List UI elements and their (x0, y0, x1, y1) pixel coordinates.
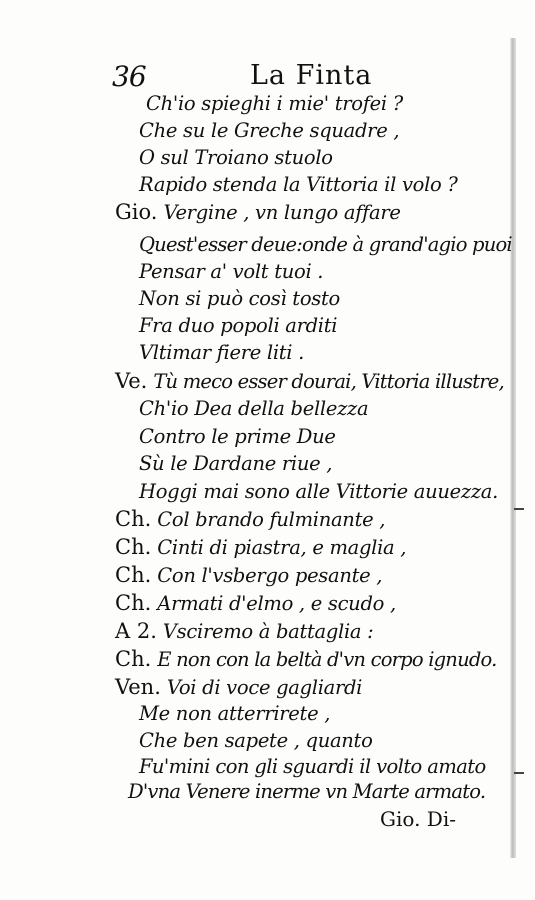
line-text: Rapido stenda la Vittoria il volo ? (139, 173, 458, 196)
line-text: Quest'esser deue:onde à grand'agio puoi (139, 233, 512, 256)
verse-line (115, 675, 362, 700)
verse-line (128, 780, 485, 804)
verse-line (115, 563, 382, 588)
speaker-label: Ch. (115, 647, 152, 671)
page-edge-mark (514, 772, 524, 774)
verse-line (139, 260, 323, 284)
running-title: La Finta (250, 60, 373, 91)
page-edge (510, 38, 516, 858)
line-text: Ch'io spieghi i mie' trofei ? (146, 92, 403, 115)
verse-line (115, 647, 497, 672)
line-text: Fra duo popoli arditi (139, 314, 338, 337)
verse-line (139, 341, 304, 365)
line-text: Vltimar fiere liti . (139, 341, 305, 364)
speaker-label: Ve. (115, 369, 148, 393)
catchword: Gio. Di- (380, 807, 456, 831)
verse-line (146, 92, 403, 116)
verse-line (139, 119, 399, 143)
line-text: Fu'mini con gli sguardi il volto amato (139, 755, 486, 778)
line-text: O sul Troiano stuolo (139, 146, 333, 169)
verse-line (115, 619, 373, 644)
verse-line (139, 755, 486, 779)
page-header (112, 60, 492, 94)
line-text: E non con la beltà d'vn corpo ignudo. (157, 648, 497, 671)
line-text: Che su le Greche squadre , (139, 119, 400, 142)
line-text: Cinti di piastra, e maglia , (157, 536, 407, 559)
line-text: Con l'vsbergo pesante , (157, 564, 383, 587)
line-text: Che ben sapete , quanto (139, 729, 373, 752)
line-text: Contro le prime Due (139, 425, 336, 448)
line-text: Tù meco esser dourai, Vittoria illustre, (153, 370, 504, 393)
line-text: Me non atterrirete , (139, 702, 331, 725)
line-text: D'vna Venere inerme vn Marte armato. (128, 780, 486, 803)
verse-line (139, 452, 332, 476)
speaker-label: Ven. (115, 675, 161, 699)
verse-line (139, 146, 333, 170)
speaker-label: A 2. (115, 619, 157, 643)
line-text: Armati d'elmo , e scudo , (157, 592, 396, 615)
verse-line (115, 507, 385, 532)
verse-line (139, 480, 498, 504)
verse-line (139, 425, 336, 449)
speaker-label: Ch. (115, 563, 152, 587)
speaker-label: Gio. (115, 200, 158, 224)
line-text: Col brando fulminante , (157, 508, 386, 531)
verse-line (115, 200, 401, 225)
line-text: Sù le Dardane riue , (139, 452, 333, 475)
verse-line (139, 314, 337, 338)
verse-line (139, 397, 368, 421)
page-edge-mark (514, 508, 524, 510)
speaker-label: Ch. (115, 535, 152, 559)
line-text: Vergine , vn lungo affare (163, 201, 401, 224)
speaker-label: Ch. (115, 507, 152, 531)
verse-line (139, 173, 458, 197)
verse-line (139, 233, 512, 257)
speaker-label: Ch. (115, 591, 152, 615)
page-number: 36 (112, 60, 146, 93)
line-text: Hoggi mai sono alle Vittorie auuezza. (139, 480, 499, 503)
line-text: Pensar a' volt tuoi . (139, 260, 324, 283)
line-text: Non si può così tosto (139, 287, 340, 310)
verse-line (139, 702, 330, 726)
line-text: Vsciremo à battaglia : (162, 620, 374, 643)
line-text: Ch'io Dea della bellezza (139, 397, 369, 420)
verse-line (115, 535, 406, 560)
verse-line (139, 729, 373, 753)
verse-line (115, 591, 396, 616)
line-text: Voi di voce gagliardi (166, 676, 363, 699)
verse-line (115, 369, 504, 394)
verse-line (139, 287, 340, 311)
